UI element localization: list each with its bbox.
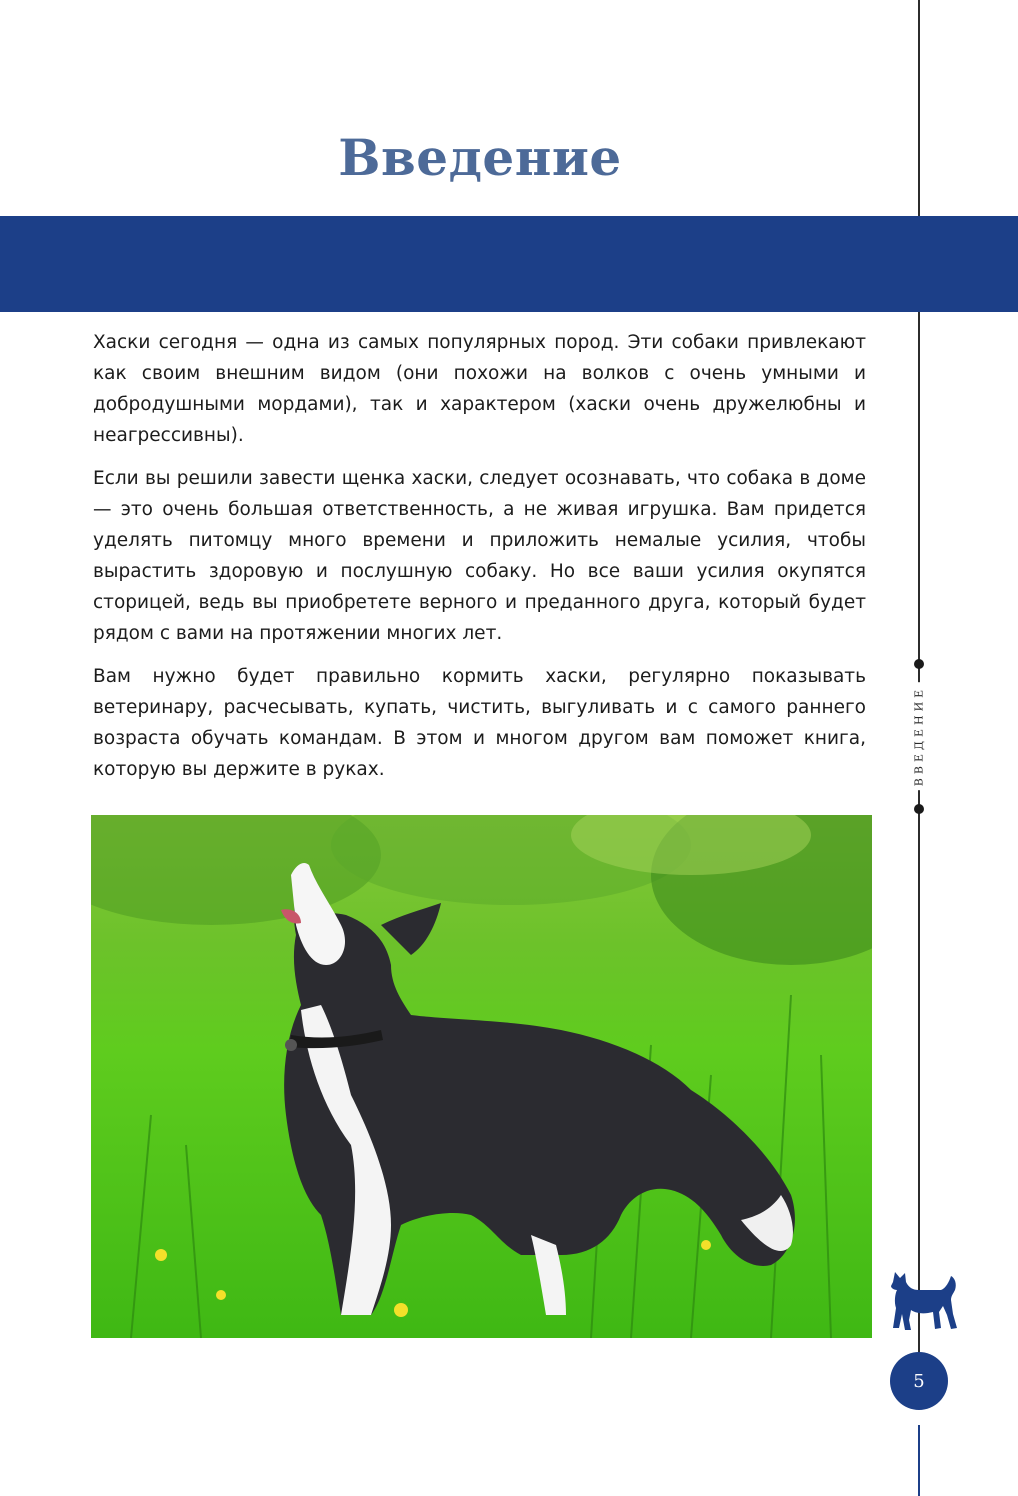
header-band [0,216,1018,312]
dog-silhouette-icon [889,1268,961,1334]
paragraph: Хаски сегодня — одна из самых популярных пород. Эти собаки привлекают как своим внешним видом (они похожи на волков с очень умными и добродушными мордами), так и характером (хаски очень дружелюбны и неагрессивны). [93,332,866,446]
page-number: 5 [890,1352,948,1410]
page-title: Введение [338,128,622,187]
paragraph: Вам нужно будет правильно кормить хаски, регулярно показывать ветеринару, расчесывать, купать, чистить, выгуливать и с самого раннего возраста обучать командам. В этом и многом другом вам поможет книга, которую вы держите в руках. [93,666,866,780]
rule-dot-top [914,659,924,669]
margin-rule [918,312,920,1357]
margin-rule-bottom [918,1425,920,1496]
husky-photo [91,815,872,1338]
section-label: ВВЕДЕНИЕ [913,682,926,790]
margin-rule-top [918,0,920,216]
body-text [93,327,866,797]
paragraph: Если вы решили завести щенка хаски, следует осознавать, что собака в доме — это очень большая ответственность, а не живая игрушка. Вам придется уделять питомцу много времени и приложить немалые усилия, чтобы вырастить здоровую и послушную собаку. Но все ваши усилия окупятся сторицей, ведь вы приобретете верного и преданного друга, который будет рядом с вами на протяжении многих лет. [93,468,866,644]
rule-dot-bottom [914,804,924,814]
